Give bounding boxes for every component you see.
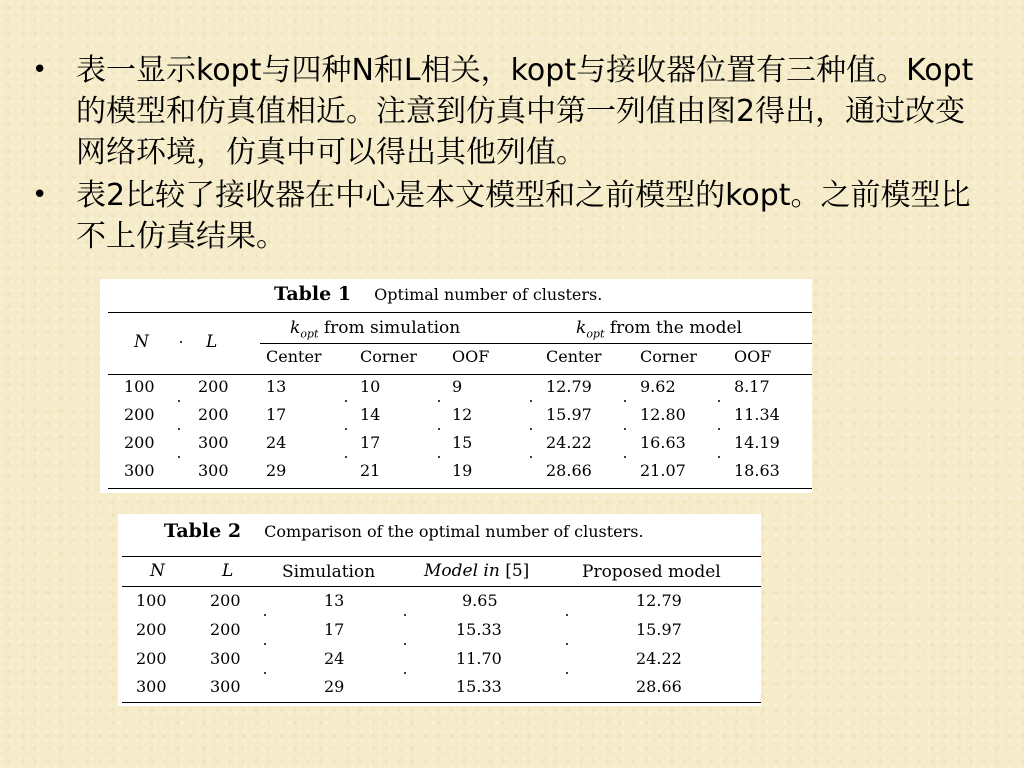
- table-1-cell: 9: [452, 377, 463, 396]
- table-1-row-dot: [624, 400, 626, 402]
- table-2-cell: 15.33: [456, 677, 502, 696]
- table-1-cell: 16.63: [640, 433, 686, 452]
- table-1-cell: 10: [360, 377, 381, 396]
- table-1-header-dot: [180, 341, 182, 343]
- table-1-col-n: N: [134, 332, 149, 352]
- bullet-marker: •: [32, 180, 48, 210]
- table-2-caption: Comparison of the optimal number of clusters.: [264, 522, 644, 541]
- table-1-caption: Optimal number of clusters.: [374, 285, 603, 304]
- table-2-col-model-in: Model in [5]: [424, 561, 530, 581]
- table-1-row-dot: [718, 456, 720, 458]
- table-2-cell: 15.33: [456, 620, 502, 639]
- table-1-cell: 12: [452, 405, 473, 424]
- table-2-row-dot: [566, 672, 568, 674]
- table-1-row-dot: [178, 400, 180, 402]
- table-1-cell: 17: [266, 405, 287, 424]
- table-1-bottom-rule: [108, 488, 812, 489]
- table-1-cell: 200: [198, 405, 229, 424]
- table-1-subheader: Corner: [360, 347, 417, 366]
- table-2-cell: 24: [324, 649, 345, 668]
- table-1-cell: 15: [452, 433, 473, 452]
- table-1-cell: 21: [360, 461, 381, 480]
- table-1-header-rule: [108, 374, 812, 375]
- bullet-text-2: 表2比较了接收器在中心是本文模型和之前模型的kopt。之前模型比不上仿真结果。: [76, 178, 971, 254]
- bullet-text-1: 表一显示kopt与四种N和L相关，kopt与接收器位置有三种值。Kopt的模型和仿真值相近。注意到仿真中第一列值由图2得出，通过改变网络环境，仿真中可以得出其他列值。: [76, 53, 974, 170]
- table-1-row-dot: [530, 456, 532, 458]
- table-2-row-dot: [404, 643, 406, 645]
- table-1-row-dot: [178, 428, 180, 430]
- table-2-cell: 300: [210, 677, 241, 696]
- table-2-cell: 17: [324, 620, 345, 639]
- table-1-row-dot: [438, 400, 440, 402]
- table-1-subheader: Corner: [640, 347, 697, 366]
- bullet-item-2: [32, 175, 982, 257]
- table-1-cell: 200: [198, 377, 229, 396]
- table-2-col-l: L: [222, 561, 234, 581]
- table-2-bottom-rule: [122, 702, 761, 703]
- table-2-row-dot: [264, 643, 266, 645]
- table-1-subheader: Center: [266, 347, 322, 366]
- table-2-cell: 200: [136, 620, 167, 639]
- table-1-figure: [100, 279, 812, 493]
- table-1-row-dot: [718, 428, 720, 430]
- table-1-title: [274, 283, 602, 305]
- table-1-cell: 300: [124, 461, 155, 480]
- table-1-row-dot: [345, 456, 347, 458]
- table-1-cell: 17: [360, 433, 381, 452]
- table-2-col-simulation: Simulation: [282, 562, 376, 582]
- table-1-cell: 300: [198, 433, 229, 452]
- table-2-cell: 28.66: [636, 677, 682, 696]
- table-2-figure: [118, 514, 761, 706]
- table-1-row-dot: [345, 400, 347, 402]
- table-1-cell: 15.97: [546, 405, 592, 424]
- table-1-cell: 28.66: [546, 461, 592, 480]
- table-2-cell: 200: [210, 620, 241, 639]
- table-2-cell: 100: [136, 591, 167, 610]
- table-1-label: Table 1: [274, 283, 352, 305]
- table-1-cell: 18.63: [734, 461, 780, 480]
- table-2-row-dot: [566, 614, 568, 616]
- bullet-marker: •: [32, 55, 48, 85]
- table-2-row-dot: [404, 614, 406, 616]
- table-2-cell: 300: [210, 649, 241, 668]
- table-1-row-dot: [624, 456, 626, 458]
- table-1-cell: 200: [124, 433, 155, 452]
- table-1-cell: 24: [266, 433, 287, 452]
- table-2-row-dot: [404, 672, 406, 674]
- table-2-cell: 24.22: [636, 649, 682, 668]
- table-1-cell: 24.22: [546, 433, 592, 452]
- table-2-top-rule: [122, 556, 761, 557]
- table-2-row-dot: [264, 614, 266, 616]
- table-1-cell: 11.34: [734, 405, 780, 424]
- table-1-cell: 14.19: [734, 433, 780, 452]
- table-2-col-n: N: [150, 561, 165, 581]
- table-1-cell: 100: [124, 377, 155, 396]
- table-1-cell: 8.17: [734, 377, 770, 396]
- table-1-cell: 21.07: [640, 461, 686, 480]
- bullet-list: [32, 50, 982, 259]
- table-1-subheader: Center: [546, 347, 602, 366]
- table-1-row-dot: [624, 428, 626, 430]
- table-1-subheader: OOF: [452, 347, 490, 366]
- table-1-top-rule: [108, 312, 812, 313]
- table-2-label: Table 2: [164, 520, 242, 542]
- table-1-cell: 200: [124, 405, 155, 424]
- table-2-cell: 29: [324, 677, 345, 696]
- table-1-cell: 13: [266, 377, 287, 396]
- table-2-header-rule: [122, 586, 761, 587]
- table-2-cell: 200: [210, 591, 241, 610]
- table-1-row-dot: [178, 456, 180, 458]
- table-2-col-proposed: Proposed model: [582, 562, 721, 582]
- table-2-cell: 9.65: [462, 591, 498, 610]
- table-1-group-simulation: $k_{opt}$ from simulation: [290, 318, 461, 341]
- table-1-row-dot: [718, 400, 720, 402]
- table-1-cell: 9.62: [640, 377, 676, 396]
- table-1-row-dot: [530, 400, 532, 402]
- table-2-cell: 15.97: [636, 620, 682, 639]
- table-1-cell: 14: [360, 405, 381, 424]
- table-1-cell: 12.80: [640, 405, 686, 424]
- table-1-cell: 19: [452, 461, 473, 480]
- table-1-row-dot: [438, 428, 440, 430]
- table-2-cell: 300: [136, 677, 167, 696]
- table-1-cell: 300: [198, 461, 229, 480]
- table-2-cell: 13: [324, 591, 345, 610]
- table-2-cell: 200: [136, 649, 167, 668]
- table-2-cell: 11.70: [456, 649, 502, 668]
- table-2-row-dot: [264, 672, 266, 674]
- table-2-row-dot: [566, 643, 568, 645]
- table-2-title: [164, 520, 644, 542]
- table-1-row-dot: [530, 428, 532, 430]
- table-1-cell: 29: [266, 461, 287, 480]
- table-1-row-dot: [345, 428, 347, 430]
- table-2-cell: 12.79: [636, 591, 682, 610]
- table-1-group-model: $k_{opt}$ from the model: [576, 318, 742, 341]
- table-1-cell: 12.79: [546, 377, 592, 396]
- table-1-col-l: L: [206, 332, 218, 352]
- table-1-subheader: OOF: [734, 347, 772, 366]
- table-1-row-dot: [438, 456, 440, 458]
- bullet-item-1: [32, 50, 982, 173]
